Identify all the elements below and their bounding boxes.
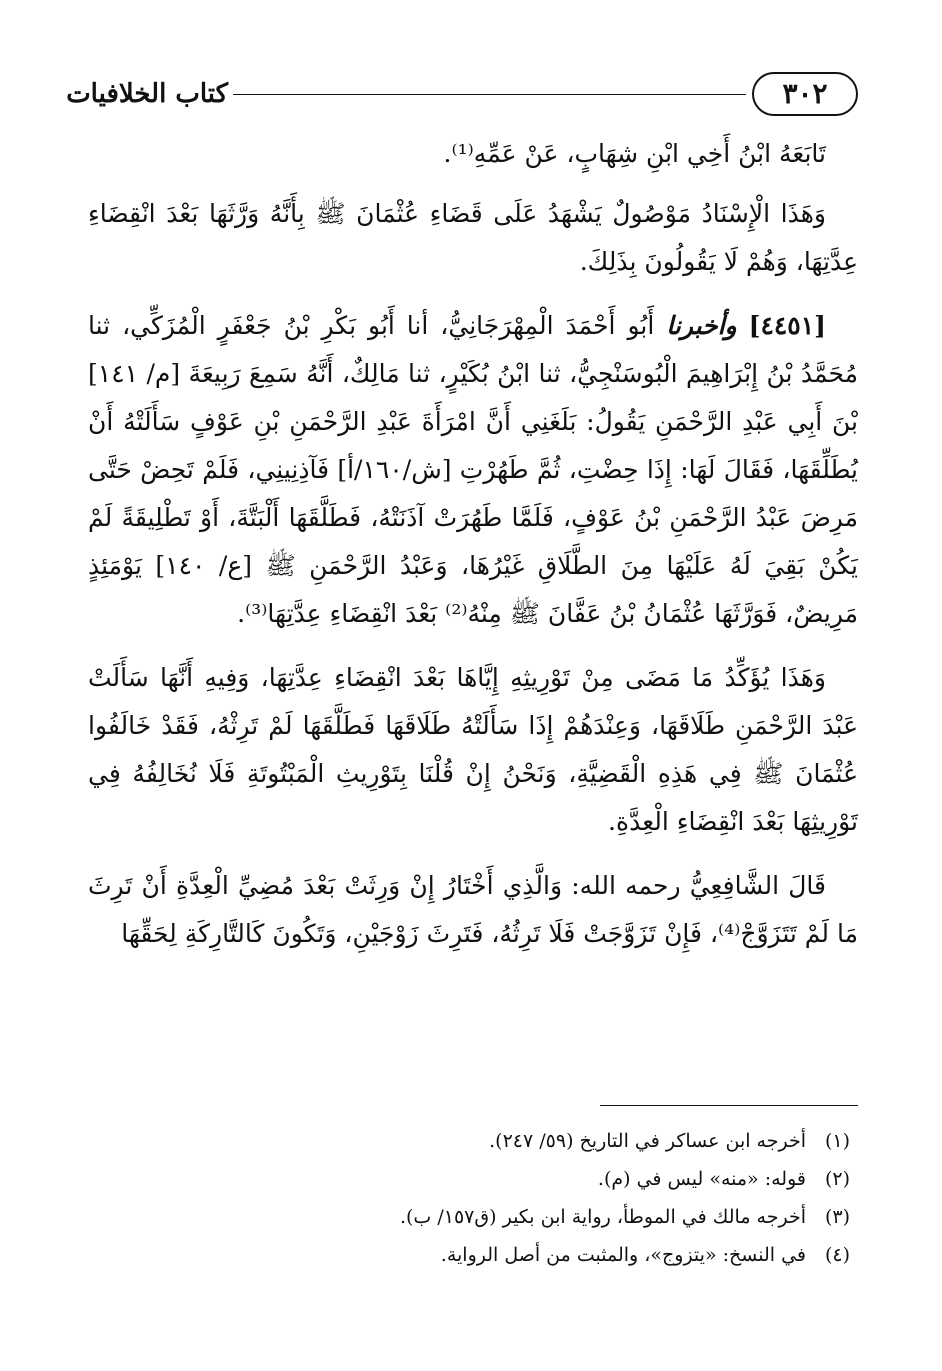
footnote-1 — [88, 1122, 850, 1160]
footnote-4 — [88, 1236, 850, 1274]
footnote-number: (٣) — [824, 1206, 850, 1228]
hadith-lead-word: وأخبرنا — [666, 311, 737, 340]
footnote-text: قوله: «منه» ليس في (م). — [597, 1168, 806, 1190]
footnote-text: أخرجه مالك في الموطأ، رواية ابن بكير (ق١٥٧/ ب). — [399, 1206, 806, 1228]
hadith-number: [٤٤٥١] — [748, 311, 827, 340]
paragraph-5: قَالَ الشَّافِعِيُّ رحمه الله: وَالَّذِي أَخْتَارُ إِنْ وَرِثَتْ بَعْدَ مُضِيِّ الْعِدَّةِ أَنْ تَرِثَ مَا لَمْ تَتَزَوَّجْ⁽⁴⁾، فَإِنْ تَزَوَّجَتْ فَلَا تَرِثُهُ، فَتَرِثَ زَوْجَيْنِ، وَتَكُونَ كَالتَّارِكَةِ لِحَقِّهَا — [88, 871, 858, 948]
footnote-3 — [88, 1198, 850, 1236]
book-title: كتاب الخلافيات — [66, 79, 228, 109]
paragraph-3 — [88, 302, 858, 638]
footnote-text: في النسخ: «يتزوج»، والمثبت من أصل الرواية. — [440, 1244, 806, 1266]
footnote-number: (٢) — [824, 1168, 850, 1190]
footnote-text: أخرجه ابن عساكر في التاريخ (٥٩/ ٢٤٧). — [489, 1130, 806, 1152]
paragraph-2: وَهَذَا الْإِسْنَادُ مَوْصُولٌ يَشْهَدُ عَلَى قَضَاءِ عُثْمَانَ ﷺ بِأَنَّهُ وَرَّثَهَا بَعْدَ انْقِضَاءِ عِدَّتِهَا، وَهُمْ لَا يَقُولُونَ بِذَلِكَ. — [88, 199, 858, 276]
footnote-number: (٤) — [824, 1244, 850, 1266]
main-text — [88, 130, 858, 974]
footnotes — [88, 1122, 850, 1274]
footnote-rule — [600, 1105, 858, 1106]
paragraph-4: وَهَذَا يُؤَكِّدُ مَا مَضَى مِنْ تَوْرِيثِهِ إِيَّاهَا بَعْدَ انْقِضَاءِ عِدَّتِهَا، وَفِيهِ أَنَّهَا سَأَلَتْ عَبْدَ الرَّحْمَنِ طَلَاقَهَا، وَعِنْدَهُمْ إِذَا سَأَلَتْهُ طَلَاقَهَا فَطَلَّقَهَا لَمْ تَرِثْهُ، فَقَدْ خَالَفُوا عُثْمَانَ ﷺ فِي هَذِهِ الْقَضِيَّةِ، وَنَحْنُ إِنْ قُلْنَا بِتَوْرِيثِ الْمَبْتُوتَةِ فَلَا نُخَالِفُهُ فِي تَوْرِيثِهَا بَعْدَ انْقِضَاءِ الْعِدَّةِ. — [88, 663, 858, 836]
page-number: ٣٠٢ — [752, 72, 858, 116]
header-rule — [233, 94, 746, 95]
page-header — [66, 72, 858, 122]
paragraph-1: تَابَعَهُ ابْنُ أَخِي ابْنِ شِهَابٍ، عَنْ عَمِّهِ⁽¹⁾. — [443, 139, 826, 168]
footnote-number: (١) — [824, 1130, 850, 1152]
footnote-2 — [88, 1160, 850, 1198]
hadith-text: أَبُو أَحْمَدَ الْمِهْرَجَانِيُّ، أنا أَبُو بَكْرِ بْنُ جَعْفَرٍ الْمُزَكِّي، ثنا مُحَمَّدُ بْنُ إِبْرَاهِيمَ الْبُوسَنْجِيُّ، ثنا ابْنُ بُكَيْرٍ، ثنا مَالِكٌ، أَنَّهُ سَمِعَ رَبِيعَةَ [م/ ١٤١] بْنَ أَبِي عَبْدِ الرَّحْمَنِ يَقُولُ: بَلَغَنِي أَنَّ امْرَأَةَ عَبْدِ الرَّحْمَنِ بْنِ عَوْفٍ سَأَلَتْهُ أَنْ يُطَلِّقَهَا، فَقَالَ لَهَا: إِذَا حِضْتِ، ثُمَّ طَهُرْتِ [ش/١٦٠/أ] فَآذِنِينِي، فَلَمْ تَحِضْ حَتَّى مَرِضَ عَبْدُ الرَّحْمَنِ بْنُ عَوْفٍ، فَلَمَّا طَهُرَتْ آذَنَتْهُ، فَطَلَّقَهَا أَلْبَتَّةَ، أَوْ تَطْلِيقَةً لَمْ يَكُنْ بَقِيَ لَهُ عَلَيْهَا مِنَ الطَّلَاقِ غَيْرُهَا، وَعَبْدُ الرَّحْمَنِ ﷺ [ع/ ١٤٠] يَوْمَئِذٍ مَرِيضٌ، فَوَرَّثَهَا عُثْمَانُ بْنُ عَفَّانَ ﷺ مِنْهُ⁽²⁾ بَعْدَ انْقِضَاءِ عِدَّتِهَا⁽³⁾. — [88, 311, 858, 628]
